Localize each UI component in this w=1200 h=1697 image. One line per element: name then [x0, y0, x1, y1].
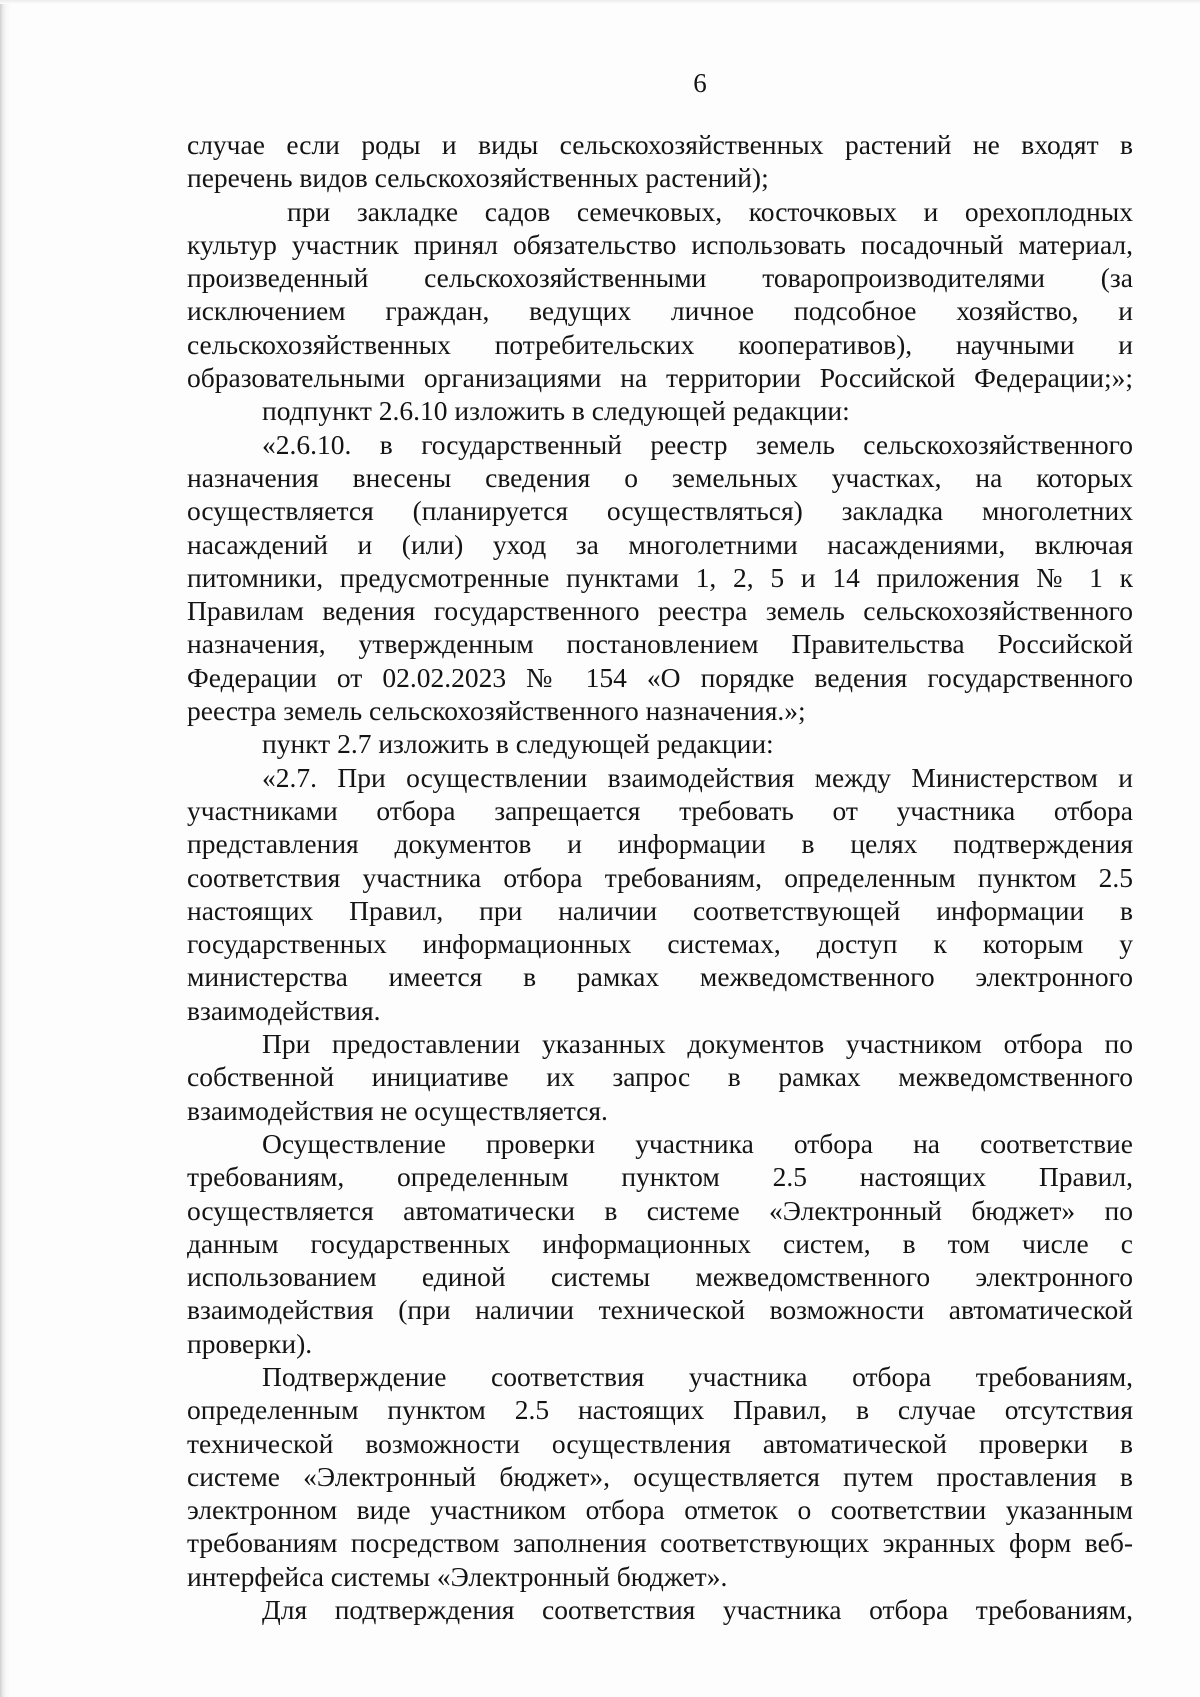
text-line: соответствия участника отбора требованиям, определенным пунктом 2.5 — [187, 861, 1133, 893]
text-line: Осуществление проверки участника отбора на соответствие — [262, 1127, 1133, 1159]
text-line: государственных информационных системах, доступ к которым у — [187, 928, 1133, 960]
text-line: При предоставлении указанных документов участником отбора по — [262, 1028, 1133, 1060]
text-line: исключением граждан, ведущих личное подсобное хозяйство, и — [187, 295, 1133, 327]
text-line: проверки). — [187, 1327, 313, 1359]
text-line: питомники, предусмотренные пунктами 1, 2, 5 и 14 приложения № 1 к — [187, 561, 1133, 593]
text-line: назначения внесены сведения о земельных участках, на которых — [187, 461, 1133, 493]
text-line: перечень видов сельскохозяйственных растений); — [187, 162, 769, 194]
text-line: требованиям, определенным пунктом 2.5 настоящих Правил, — [187, 1161, 1133, 1193]
text-line: при закладке садов семечковых, косточковых и орехоплодных — [287, 195, 1133, 227]
text-line: «2.7. При осуществлении взаимодействия между Министерством и — [262, 761, 1133, 793]
text-line: образовательными организациями на территории Российской Федерации;»; — [187, 362, 1133, 394]
text-line: Подтверждение соответствия участника отбора требованиям, — [262, 1360, 1133, 1392]
text-line: взаимодействия (при наличии технической возможности автоматической — [187, 1294, 1133, 1326]
text-line: подпункт 2.6.10 изложить в следующей редакции: — [262, 395, 850, 427]
text-line: использованием единой системы межведомственного электронного — [187, 1261, 1133, 1293]
text-line: «2.6.10. в государственный реестр земель сельскохозяйственного — [262, 428, 1133, 460]
text-line: реестра земель сельскохозяйственного назначения.»; — [187, 695, 806, 727]
text-line: взаимодействия не осуществляется. — [187, 1094, 608, 1126]
text-line: интерфейса системы «Электронный бюджет». — [187, 1560, 728, 1592]
text-line: участниками отбора запрещается требовать от участника отбора — [187, 794, 1133, 826]
text-line: Правилам ведения государственного реестра земель сельскохозяйственного — [187, 595, 1133, 627]
text-line: случае если роды и виды сельскохозяйственных растений не входят в — [187, 129, 1133, 160]
text-line: Федерации от 02.02.2023 № 154 «О порядке ведения государственного — [187, 661, 1133, 693]
text-line: сельскохозяйственных потребительских кооперативов), научными и — [187, 328, 1133, 360]
scan-edge — [0, 0, 10, 1697]
text-line: данным государственных информационных систем, в том числе с — [187, 1227, 1133, 1259]
text-line: собственной инициативе их запрос в рамках межведомственного — [187, 1061, 1133, 1093]
text-line: осуществляется автоматически в системе «Электронный бюджет» по — [187, 1194, 1133, 1226]
text-line: требованиям посредством заполнения соответствующих экранных форм веб- — [187, 1527, 1133, 1559]
text-line: системе «Электронный бюджет», осуществляется путем проставления в — [187, 1460, 1133, 1492]
text-line: представления документов и информации в целях подтверждения — [187, 828, 1133, 860]
text-line: произведенный сельскохозяйственными товаропроизводителями (за — [187, 262, 1133, 294]
text-line: настоящих Правил, при наличии соответствующей информации в — [187, 894, 1133, 926]
text-line: Для подтверждения соответствия участника отбора требованиям, — [262, 1594, 1133, 1626]
text-line: пункт 2.7 изложить в следующей редакции: — [262, 728, 774, 760]
text-line: назначения, утвержденным постановлением Правительства Российской — [187, 628, 1133, 660]
scan-edge-top — [0, 0, 1200, 4]
text-line: технической возможности осуществления автоматической проверки в — [187, 1427, 1133, 1459]
text-line: электронном виде участником отбора отметок о соответствии указанным — [187, 1494, 1133, 1526]
text-line: министерства имеется в рамках межведомственного электронного — [187, 961, 1133, 993]
page-number: 6 — [693, 68, 707, 98]
text-line: культур участник принял обязательство использовать посадочный материал, — [187, 228, 1133, 260]
text-line: взаимодействия. — [187, 994, 381, 1026]
text-line: осуществляется (планируется осуществляться) закладка многолетних — [187, 495, 1133, 527]
document-body — [187, 128, 1133, 1626]
text-line: насаждений и (или) уход за многолетними насаждениями, включая — [187, 528, 1133, 560]
text-line: определенным пунктом 2.5 настоящих Правил, в случае отсутствия — [187, 1394, 1133, 1426]
